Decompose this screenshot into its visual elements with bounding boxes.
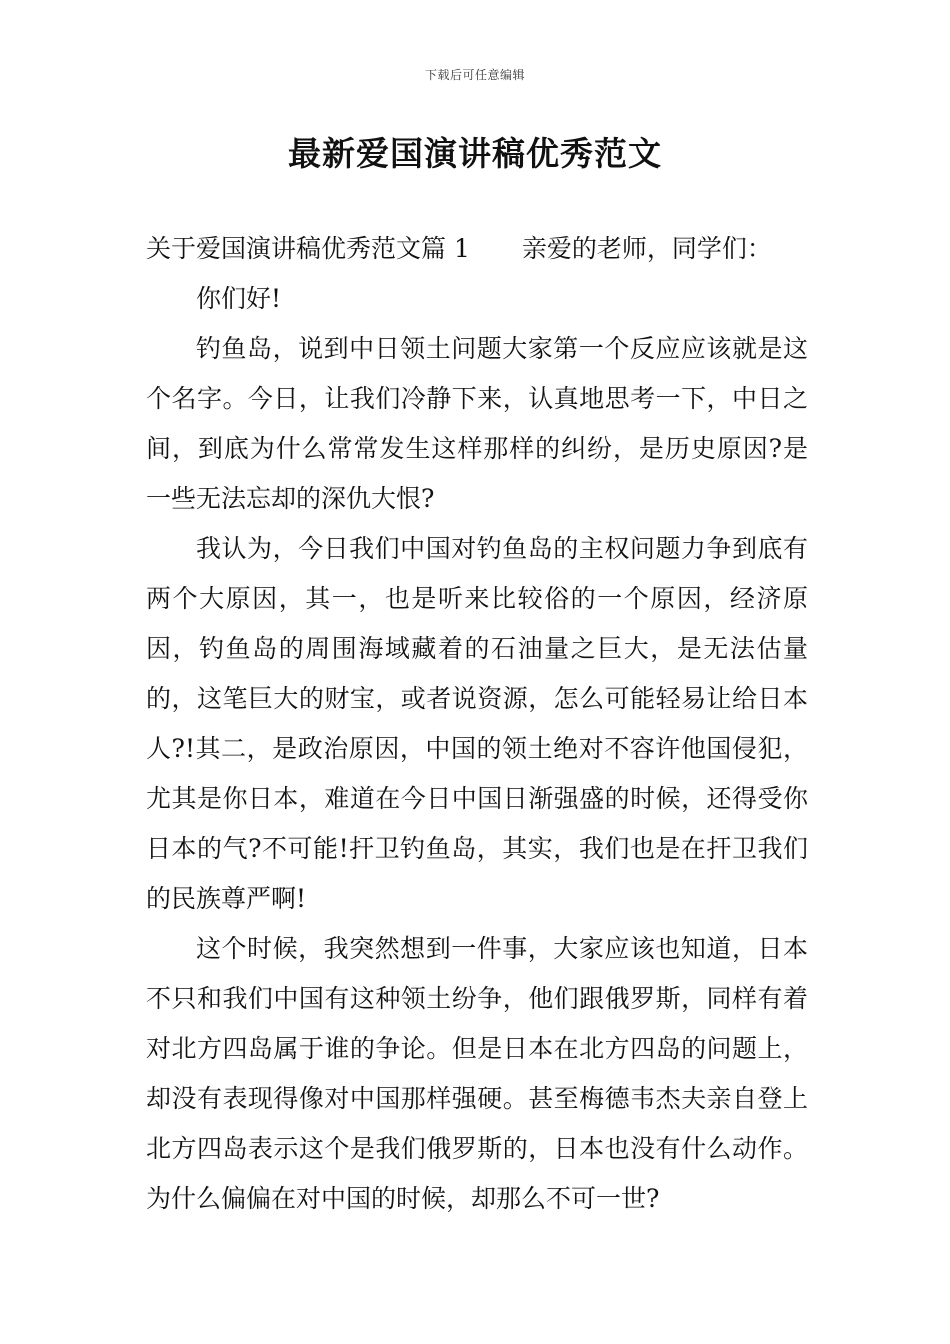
paragraph: 这个时候，我突然想到一件事，大家应该也知道，日本不只和我们中国有这种领土纷争，他们跟俄罗斯，同样有着对北方四岛属于谁的争论。但是日本在北方四岛的问题上，却没有表现得像对中国那样强硬。甚至梅德韦杰夫亲自登上北方四岛表示这个是我们俄罗斯的，日本也没有什么动作。为什么偏偏在对中国的时候，却那么不可一世? [146,934,808,1213]
paragraph: 我认为，今日我们中国对钓鱼岛的主权问题力争到底有两个大原因，其一，也是听来比较俗的一个原因，经济原因，钓鱼岛的周围海域藏着的石油量之巨大，是无法估量的，这笔巨大的财宝，或者说资源，怎么可能轻易让给日本人?!其二，是政治原因，中国的领土绝对不容许他国侵犯，尤其是你日本，难道在今日中国日渐强盛的时候，还得受你日本的气?不可能!扞卫钓鱼岛，其实，我们也是在扞卫我们的民族尊严啊! [146,534,808,913]
section-heading: 关于爱国演讲稿优秀范文篇 1 [146,234,470,263]
salutation: 亲爱的老师，同学们： [521,234,772,263]
document-body [146,224,808,1224]
document-title: 最新爱国演讲稿优秀范文 [288,134,662,173]
header-note: 下载后可任意编辑 [424,68,525,82]
paragraph-greeting: 你们好! [196,284,282,313]
intro-line [146,224,808,274]
paragraph: 钓鱼岛，说到中日领土问题大家第一个反应应该就是这个名字。今日，让我们冷静下来，认真地思考一下，中日之间，到底为什么常常发生这样那样的纠纷，是历史原因?是一些无法忘却的深仇大恨? [146,334,808,513]
